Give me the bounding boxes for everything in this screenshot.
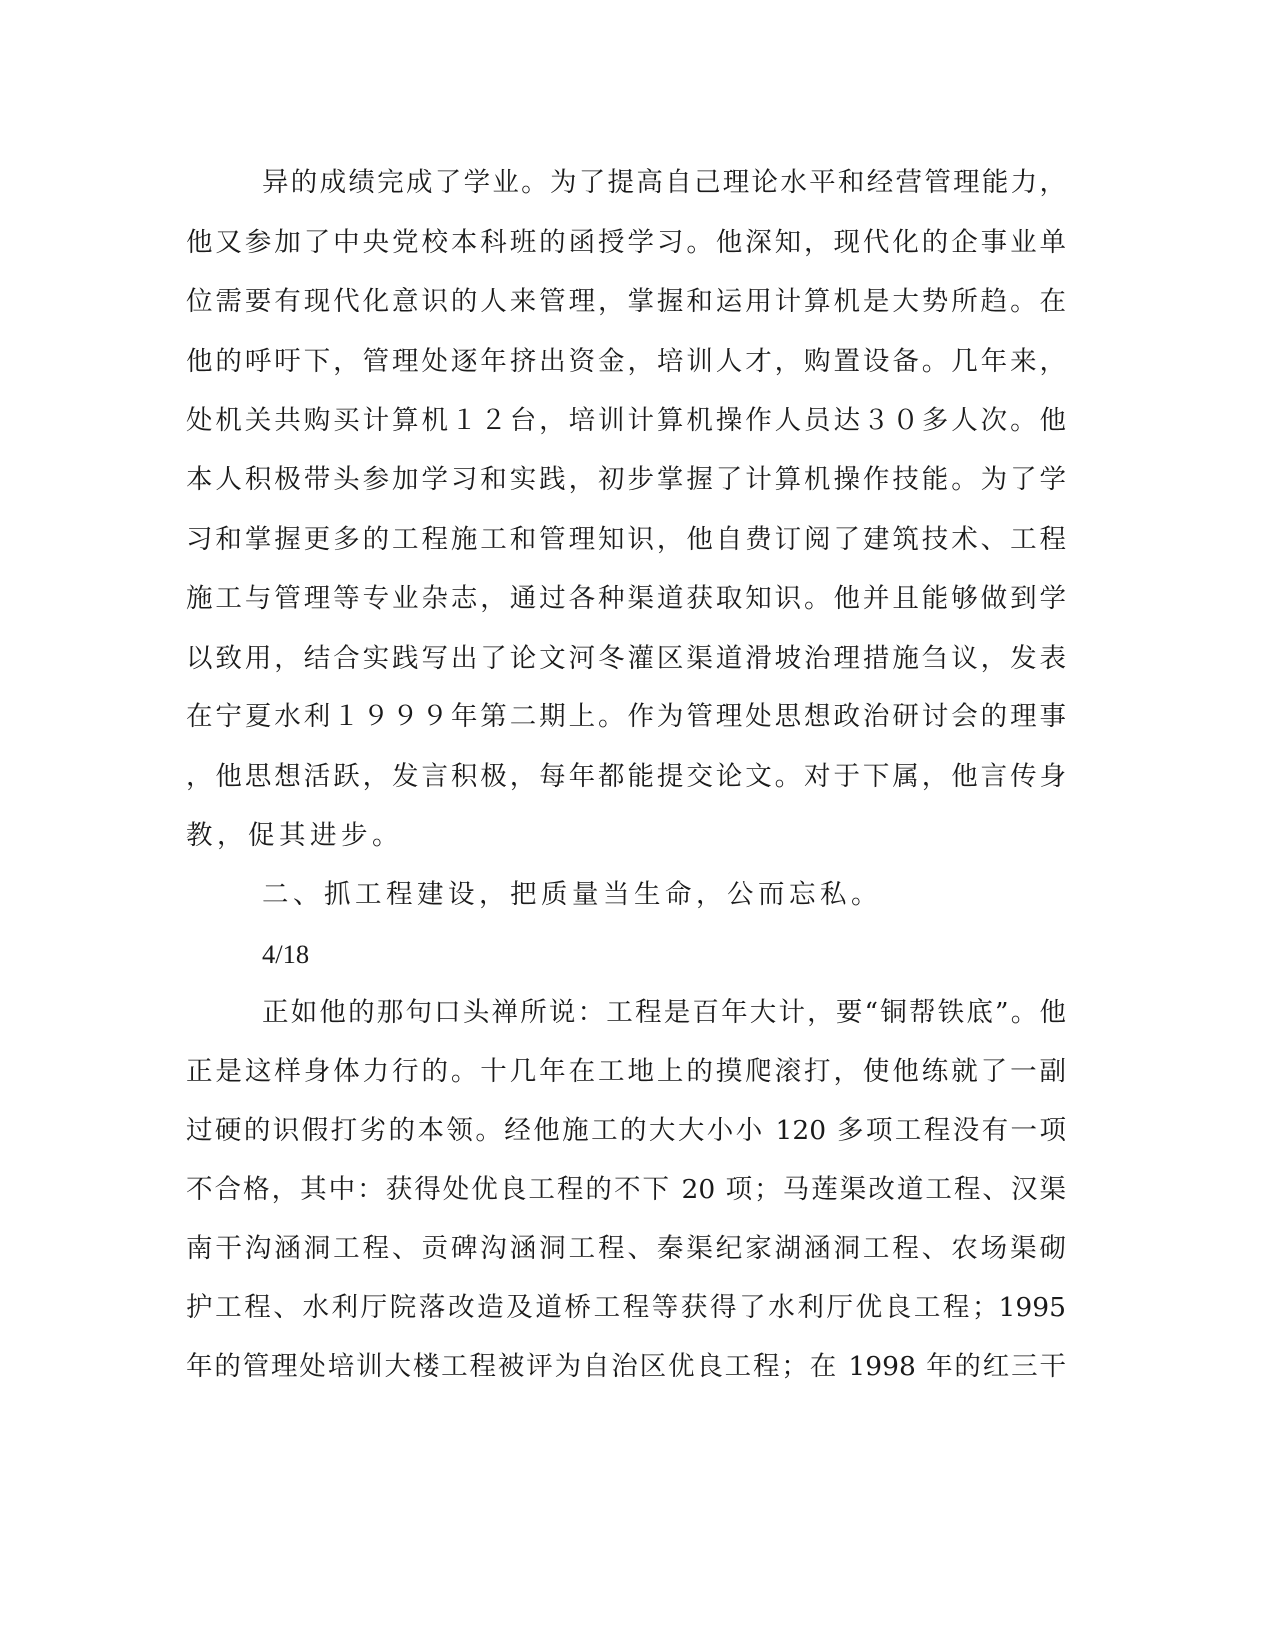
page-number: 4/18: [262, 939, 310, 969]
paragraph-line: 本人积极带头参加学习和实践，初步掌握了计算机操作技能。为了学: [186, 464, 1066, 495]
paragraph-line: 以致用，结合实践写出了论文河冬灌区渠道滑坡治理措施刍议，发表: [186, 643, 1066, 674]
paragraph-line: 他的呼吁下，管理处逐年挤出资金，培训人才，购置设备。几年来，: [186, 346, 1066, 377]
paragraph-line: 不合格，其中：获得处优良工程的不下 20 项；马莲渠改道工程、汉渠: [186, 1174, 1066, 1205]
section-heading: 二、抓工程建设，把质量当生命，公而忘私。: [262, 879, 882, 910]
paragraph-line: 位需要有现代化意识的人来管理，掌握和运用计算机是大势所趋。在: [186, 286, 1066, 317]
paragraph-line: 过硬的识假打劣的本领。经他施工的大大小小 120 多项工程没有一项: [186, 1115, 1066, 1146]
paragraph-line: 处机关共购买计算机１２台，培训计算机操作人员达３０多人次。他: [186, 405, 1066, 436]
paragraph-line: ，他思想活跃，发言积极，每年都能提交论文。对于下属，他言传身: [186, 761, 1066, 792]
paragraph-line: 正是这样身体力行的。十几年在工地上的摸爬滚打，使他练就了一副: [186, 1056, 1066, 1087]
paragraph-line: 习和掌握更多的工程施工和管理知识，他自费订阅了建筑技术、工程: [186, 524, 1066, 555]
paragraph-line: 施工与管理等专业杂志，通过各种渠道获取知识。他并且能够做到学: [186, 583, 1066, 614]
paragraph-line: 南干沟涵洞工程、贡碑沟涵洞工程、秦渠纪家湖涵洞工程、农场渠砌: [186, 1233, 1066, 1264]
paragraph-line: 教，促其进步。: [186, 820, 403, 851]
paragraph-line: 他又参加了中央党校本科班的函授学习。他深知，现代化的企事业单: [186, 227, 1066, 258]
paragraph-line: 护工程、水利厅院落改造及道桥工程等获得了水利厅优良工程；1995: [186, 1292, 1066, 1323]
paragraph-line: 异的成绩完成了学业。为了提高自己理论水平和经营管理能力，: [262, 167, 1066, 198]
paragraph-line: 正如他的那句口头禅所说：工程是百年大计，要“铜帮铁底”。他: [262, 997, 1066, 1028]
paragraph-line: 年的管理处培训大楼工程被评为自治区优良工程；在 1998 年的红三干: [186, 1351, 1066, 1382]
paragraph-line: 在宁夏水利１９９９年第二期上。作为管理处思想政治研讨会的理事: [186, 701, 1066, 732]
